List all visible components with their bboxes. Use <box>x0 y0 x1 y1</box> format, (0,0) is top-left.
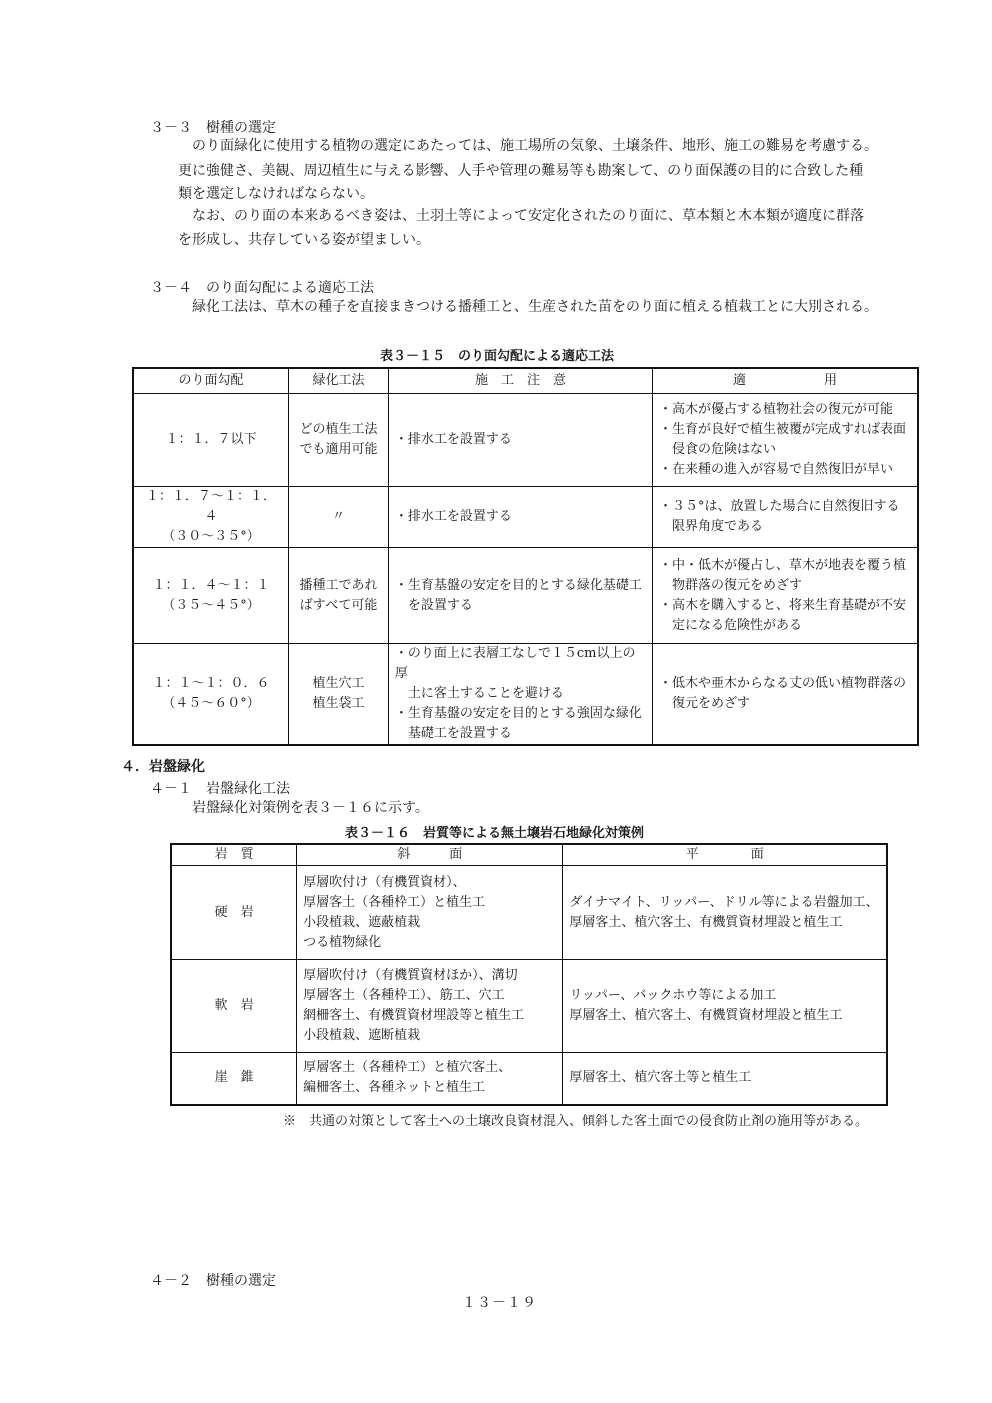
note-text: ・生育基盤の安定を目的とする強固な緑化 <box>394 706 642 721</box>
page-number: １３－１９ <box>462 1295 537 1311</box>
method-cell <box>289 548 389 644</box>
apply-text: ・高木が優占する植物社会の復元が可能 <box>659 402 894 417</box>
apply-cell <box>653 394 918 487</box>
slope-face-cell <box>297 960 563 1053</box>
table-3-16-caption: 表３－１６ 岩質等による無土壌岩石地緑化対策例 <box>345 826 645 841</box>
note-text: を設置する <box>394 597 473 613</box>
header-slope-face: 斜 面 <box>297 844 563 866</box>
slope-cell <box>133 644 289 746</box>
apply-cell <box>653 487 918 548</box>
method-cell <box>289 487 389 548</box>
rock-cell: 硬 岩 <box>171 866 297 960</box>
apply-text: 侵食の危険はない <box>659 442 777 457</box>
note-text: ・排水工を設置する <box>394 509 512 524</box>
flat-face-text: 厚層客土、植穴客土、有機質資材埋設と植生工 <box>569 1008 843 1023</box>
note-cell <box>388 548 652 644</box>
method-text: 播種工であれ <box>299 577 378 593</box>
note-text: ・排水工を設置する <box>394 432 512 447</box>
flat-face-cell <box>563 1053 887 1105</box>
apply-cell <box>653 548 918 644</box>
flat-face-text: ダイナマイト、リッパー、ドリル等による岩盤加工、 <box>569 894 879 910</box>
slope-text: （３５～４５°） <box>162 597 260 613</box>
table-row <box>133 548 918 644</box>
apply-cell <box>653 644 918 746</box>
header-apply: 適 用 <box>653 368 918 394</box>
rock-cell: 崖 錐 <box>171 1053 297 1105</box>
section-3-4-para: 緑化工法は、草木の種子を直接まきつける播種工と、生産された苗をのり面に植える植栽工とに大別される。 <box>192 299 878 315</box>
apply-text: ・３５°は、放置した場合に自然復旧する <box>659 499 900 514</box>
method-cell <box>289 644 389 746</box>
flat-face-text: 厚層客土、植穴客土、有機質資材埋設と植生工 <box>569 914 843 930</box>
table-row <box>133 394 918 487</box>
section-3-3-para1-line3: 類を選定しなければならない。 <box>178 186 374 202</box>
slope-face-text: 小段植栽、遮断植栽 <box>303 1028 421 1043</box>
note-text: ・のり面上に表層工なしで１５cm以上の厚 <box>394 646 636 681</box>
method-text: ばすべて可能 <box>299 597 378 613</box>
table-3-16 <box>170 843 888 1106</box>
header-flat-face: 平 面 <box>563 844 887 866</box>
section-3-3-para1-line1: のり面緑化に使用する植物の選定にあたっては、施工場所の気象、土壌条件、地形、施工の難易を考慮する。 <box>192 138 878 154</box>
table-row <box>133 644 918 746</box>
section-3-3-para2-line2: を形成し、共存している姿が望ましい。 <box>178 232 430 248</box>
note-cell <box>388 394 652 487</box>
apply-text: 物群落の復元をめざす <box>659 577 803 593</box>
slope-face-text: 厚層客土（各種枠工）と植生工 <box>303 894 486 910</box>
method-text: どの植生工法 <box>299 422 378 437</box>
method-text: でも適用可能 <box>299 442 378 457</box>
table-3-15-caption: 表３－１５ のり面勾配による適応工法 <box>380 349 615 364</box>
slope-face-text: 厚層吹付け（有機質資材）、 <box>303 874 466 890</box>
note-cell <box>388 644 652 746</box>
slope-face-text: 厚層客土（各種枠工）、筋工、穴工 <box>303 988 505 1003</box>
slope-text: （４５～６０°） <box>162 696 260 711</box>
table-row <box>171 866 887 960</box>
flat-face-text: 厚層客土、植穴客土等と植生工 <box>569 1070 752 1086</box>
slope-face-text: 小段植栽、遮蔽植栽 <box>303 914 421 930</box>
slope-face-cell <box>297 866 563 960</box>
note-cell <box>388 487 652 548</box>
slope-cell <box>133 394 289 487</box>
method-text: 〃 <box>331 509 345 524</box>
apply-text: ・生育が良好で植生被覆が完成すれば表面 <box>659 422 907 437</box>
header-slope: のり面勾配 <box>133 368 289 394</box>
slope-text: １：１．７～１：１．４ <box>146 489 277 524</box>
note-text: 土に客土することを避ける <box>394 686 564 701</box>
header-method: 緑化工法 <box>289 368 389 394</box>
method-cell <box>289 394 389 487</box>
flat-face-cell <box>563 960 887 1053</box>
slope-face-text: 編柵客土、各種ネットと植生工 <box>303 1080 486 1096</box>
slope-face-text: 網柵客土、有機質資材埋設等と植生工 <box>303 1008 525 1023</box>
table-row <box>133 487 918 548</box>
apply-text: ・低木や亜木からなる丈の低い植物群落の <box>659 676 907 691</box>
section-4-1-heading: ４－１ 岩盤緑化工法 <box>150 781 290 797</box>
section-4-2-heading: ４－２ 樹種の選定 <box>150 1273 276 1289</box>
table-3-16-footnote: ※ 共通の対策として客土への土壌改良資材混入、傾斜した客土面での侵食防止剤の施用等がある。 <box>283 1114 869 1129</box>
table-header-row <box>133 368 918 394</box>
rock-cell: 軟 岩 <box>171 960 297 1053</box>
slope-face-text: 厚層客土（各種枠工）と植穴客土、 <box>303 1060 512 1076</box>
apply-text: 限界角度である <box>659 519 764 534</box>
section-4-heading: ４．岩盤緑化 <box>121 759 205 775</box>
header-note: 施 工 注 意 <box>388 368 652 394</box>
note-text: ・生育基盤の安定を目的とする緑化基礎工 <box>394 577 642 593</box>
note-text: 基礎工を設置する <box>394 726 512 741</box>
slope-text: １：１．７以下 <box>165 432 257 447</box>
section-3-3-para1-line2: 更に強健さ、美観、周辺植生に与える影響、人手や管理の難易等も勘案して、のり面保護の目的に合致した種 <box>178 163 864 179</box>
method-text: 植生袋工 <box>312 696 365 711</box>
section-3-4-heading: ３－４ のり面勾配による適応工法 <box>150 280 374 296</box>
header-rock: 岩 質 <box>171 844 297 866</box>
slope-face-text: 厚層吹付け（有機質資材ほか）、溝切 <box>303 968 518 983</box>
flat-face-text: リッパー、バックホウ等による加工 <box>569 988 777 1003</box>
apply-text: ・中・低木が優占し、草木が地表を覆う植 <box>659 557 907 573</box>
apply-text: ・在来種の進入が容易で自然復旧が早い <box>659 462 894 477</box>
table-3-15 <box>132 367 919 746</box>
table-header-row <box>171 844 887 866</box>
table-row <box>171 1053 887 1105</box>
apply-text: ・高木を購入すると、将来生育基礎が不安 <box>659 597 907 613</box>
method-text: 植生穴工 <box>312 676 365 691</box>
apply-text: 復元をめざす <box>659 696 751 711</box>
slope-face-text: つる植物緑化 <box>303 934 382 950</box>
section-3-3-heading: ３－３ 樹種の選定 <box>150 120 276 136</box>
slope-text: （３０～３５°） <box>162 529 260 544</box>
slope-face-cell <box>297 1053 563 1105</box>
slope-text: １：１．４～１：１ <box>152 577 270 593</box>
slope-cell <box>133 548 289 644</box>
slope-text: １：１～１：０．６ <box>152 676 270 691</box>
apply-text: 定になる危険性がある <box>659 617 803 633</box>
section-4-1-para: 岩盤緑化対策例を表３－１６に示す。 <box>192 800 429 816</box>
flat-face-cell <box>563 866 887 960</box>
section-3-3-para2-line1: なお、のり面の本来あるべき姿は、土羽土等によって安定化されたのり面に、草本類と木本類が適度に群落 <box>192 208 864 224</box>
table-row <box>171 960 887 1053</box>
slope-cell <box>133 487 289 548</box>
